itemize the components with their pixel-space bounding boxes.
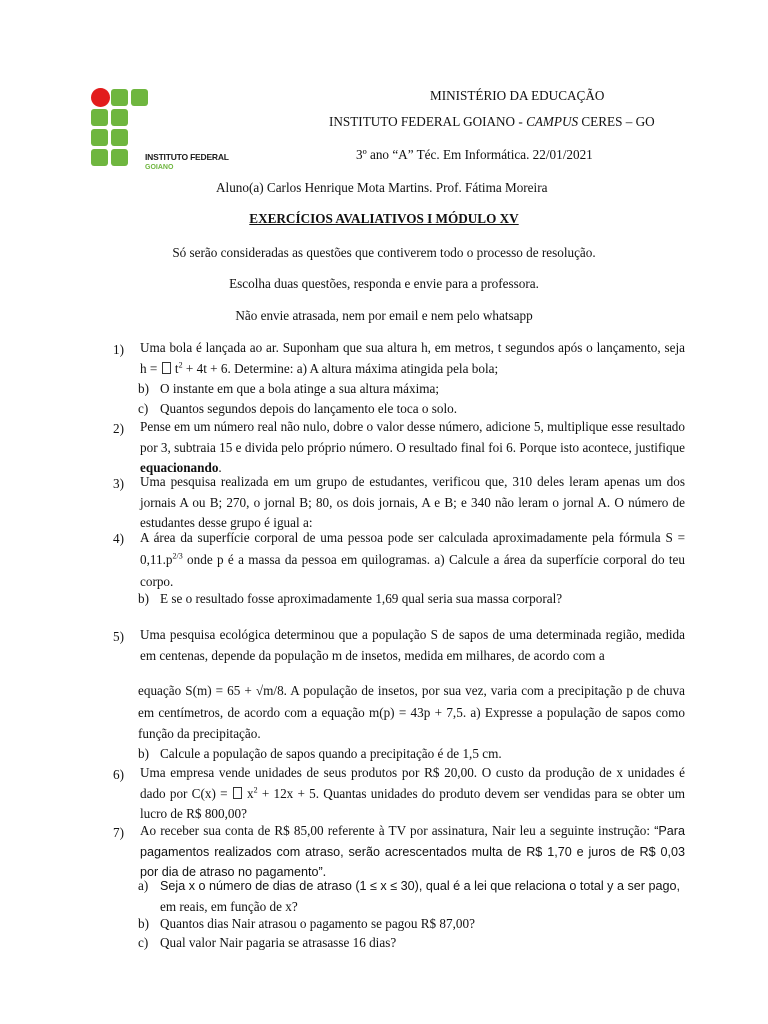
question-number: 4) bbox=[113, 531, 124, 546]
question-text: A área da superfície corporal de uma pessoa pode ser calculada aproximadamente pela fórmula $S = 0,11.p^{2/3}$ onde p é a massa da pessoa em quilogramas. a) Calcule a área da superfície corporal do teu corpo. bbox=[140, 530, 685, 589]
question-3 bbox=[113, 472, 685, 534]
question-number: 3) bbox=[113, 476, 124, 491]
question-subitem: b) Calcule a população de sapos quando a precipitação é de 1,5 cm. bbox=[138, 746, 502, 761]
instruction-line: Não envie atrasada, nem por email e nem pelo whatsapp bbox=[235, 308, 533, 323]
logo-square bbox=[111, 129, 128, 146]
logo-square bbox=[91, 109, 108, 126]
logo-text-institute: INSTITUTO FEDERAL bbox=[145, 152, 229, 162]
institute-logo bbox=[91, 88, 231, 178]
question-2 bbox=[113, 417, 685, 479]
question-text: Uma empresa vende unidades de seus produtos por R$ 20,00. O custo da produção de x unidades é dado por $C(x) = x^2 + 12x + 5$. Quantas unidades do produto devem ser vendidas para se obter um lucro de R$ 800,00? bbox=[140, 765, 685, 822]
question-text: Uma pesquisa ecológica determinou que a população S de sapos de uma determinada região, medida em centenas, depende da população m de insetos, medida em milhares, de acordo com a bbox=[140, 627, 685, 663]
missing-glyph-icon bbox=[233, 787, 242, 799]
question-7 bbox=[113, 821, 685, 883]
question-6 bbox=[113, 763, 685, 825]
missing-glyph-icon bbox=[162, 362, 171, 374]
question-number: 2) bbox=[113, 421, 124, 436]
question-text: Uma bola é lançada ao ar. Suponham que sua altura h, em metros, t segundos após o lançamento, seja $h = t^2 + 4t + 6$. Determine: a) A altura máxima atingida pela bola; bbox=[140, 340, 685, 376]
logo-text-goiano: GOIANO bbox=[145, 164, 174, 171]
instruction-line: Só serão consideradas as questões que contiverem todo o processo de resolução. bbox=[172, 245, 596, 260]
question-subitem: c) Qual valor Nair pagaria se atrasasse 16 dias? bbox=[138, 935, 397, 950]
question-text: Ao receber sua conta de R$ 85,00 referente à TV por assinatura, Nair leu a seguinte instrução: “Para pagamentos realizados com atraso, serão acrescentados multa de R$ 1,70 e juros de R$ 0,03 por dia de atraso no pagamento”. bbox=[140, 823, 685, 880]
question-subitem: b) E se o resultado fosse aproximadamente 1,69 qual seria sua massa corporal? bbox=[138, 591, 563, 606]
question-subitem: b) O instante em que a bola atinge a sua altura máxima; bbox=[138, 381, 440, 396]
question-text: Uma pesquisa realizada em um grupo de estudantes, verificou que, 310 deles leram apenas um dos jornais A ou B; 270, o jornal B; 80, os dois jornais, A e B; e 340 não leram o jornal A. O número de estudantes desse grupo é igual a: bbox=[140, 474, 685, 531]
question-subitem: a) Seja x o número de dias de atraso (1 ≤ x ≤ 30), qual é a lei que relaciona o total y a ser pago, em reais, em função de x? bbox=[138, 878, 680, 914]
question-subitem: c) Quantos segundos depois do lançamento ele toca o solo. bbox=[138, 401, 458, 416]
question-4 bbox=[113, 527, 685, 593]
question-number: 6) bbox=[113, 767, 124, 782]
instruction-line: Escolha duas questões, responda e envie para a professora. bbox=[229, 276, 539, 291]
logo-square bbox=[111, 109, 128, 126]
ministry-heading: MINISTÉRIO DA EDUCAÇÃO bbox=[430, 88, 605, 103]
logo-square bbox=[111, 89, 128, 106]
logo-square bbox=[111, 149, 128, 166]
question-number: 1) bbox=[113, 342, 124, 357]
document-title: EXERCÍCIOS AVALIATIVOS I MÓDULO XV bbox=[249, 211, 519, 226]
question-5 bbox=[113, 625, 685, 666]
class-date-line: 3º ano “A” Téc. Em Informática. 22/01/2021 bbox=[356, 147, 593, 162]
question-5-equation: equação S(m) = 65 + √m/8. A população de insetos, por sua vez, varia com a precipitação p de chuva em centímetros, de acordo com a equação m(p) = 43p + 7,5. a) Expresse a população de sapos como função da precipitação. bbox=[138, 683, 686, 742]
logo-square bbox=[91, 129, 108, 146]
institute-heading: INSTITUTO FEDERAL GOIANO - CAMPUS CERES – GO bbox=[329, 114, 655, 129]
question-number: 5) bbox=[113, 629, 124, 644]
question-1 bbox=[113, 338, 685, 379]
logo-square bbox=[91, 149, 108, 166]
logo-red-dot bbox=[91, 88, 110, 107]
question-number: 7) bbox=[113, 825, 124, 840]
question-text: Pense em um número real não nulo, dobre o valor desse número, adicione 5, multiplique esse resultado por 3, subtraia 15 e divida pelo próprio número. O resultado final foi 6. Porque isto acontece, justifique equacionando. bbox=[140, 419, 685, 476]
logo-square bbox=[131, 89, 148, 106]
student-teacher-line: Aluno(a) Carlos Henrique Mota Martins. Prof. Fátima Moreira bbox=[216, 180, 548, 195]
question-subitem: b) Quantos dias Nair atrasou o pagamento se pagou R$ 87,00? bbox=[138, 916, 475, 931]
